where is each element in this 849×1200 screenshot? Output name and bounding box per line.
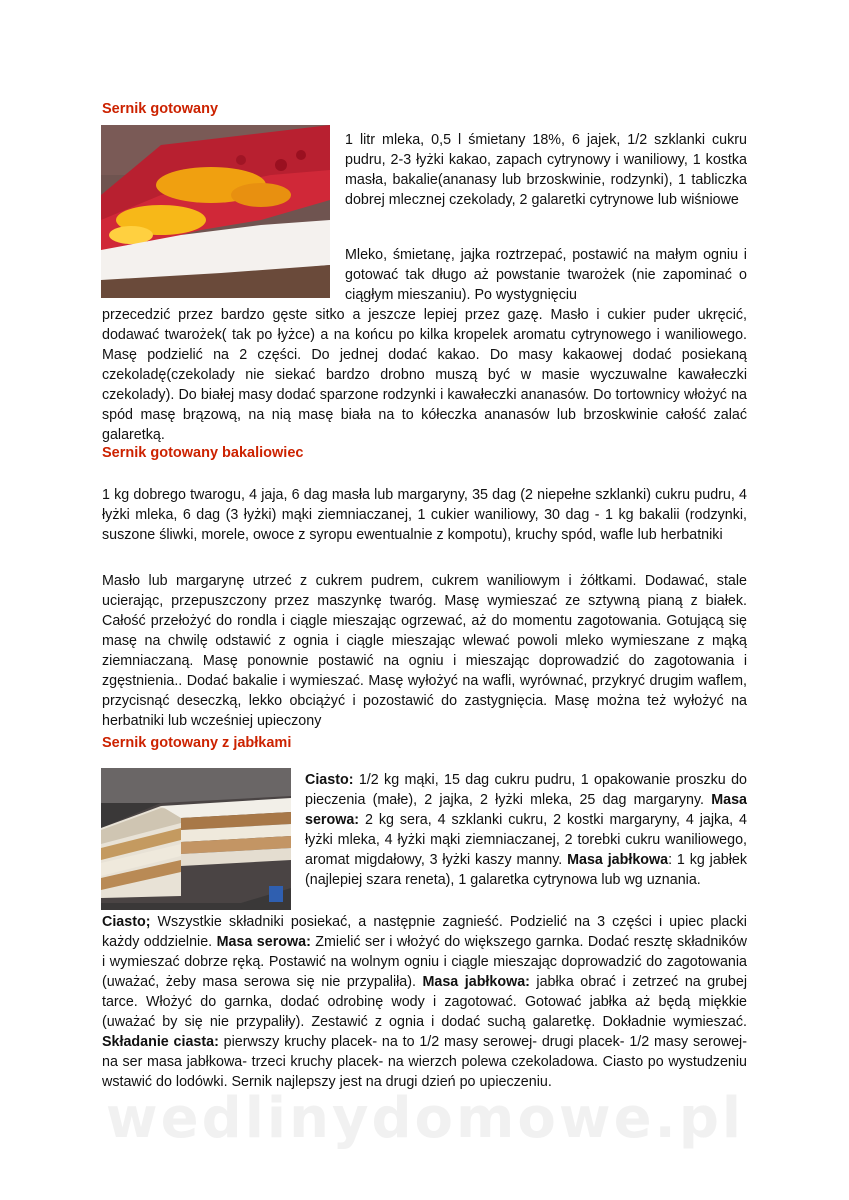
watermark: wedlinydomowe.pl: [105, 1086, 745, 1151]
masa-jablkowa-method: jabłka obrać i zetrzeć na grubej tarce. Włożyć do garnka, dodać odrobinę wody i zagotować. Gotować jabłka aż będą miękkie (uważać by się nie przypaliły). Zestawić z ognia i dodać suchą galaretkę. Dokładnie wymieszać.: [102, 974, 747, 1030]
section3-ingredients: [305, 770, 747, 890]
masa-serowa-method: Zmielić ser i włożyć do większego garnka. Dodać resztę składników i wymieszać dobrze ręką. Postawić na wolnym ogniu i ciągle mieszając doprowadzić do zagotowania (uważać, żeby masa serowa się nie przypaliła).: [102, 934, 747, 990]
cheesecake-apple-photo: [101, 768, 291, 910]
section1-title: Sernik gotowany: [102, 101, 219, 117]
ciasto-method: Wszystkie składniki posiekać, a następnie zagnieść. Podzielić na 3 części i upiec placki każdy oddzielnie.: [102, 914, 747, 950]
section3-method: [102, 912, 747, 1092]
section2-method: Masło lub margarynę utrzeć z cukrem pudrem, cukrem waniliowym i żółtkami. Dodawać, stale ucierając, przepuszczony przez maszynkę twaróg. Masę wymieszać ze sztywną pianą z białek. Całość przełożyć do rondla i ciągle mieszając ogrzewać, aż do momentu zagotowania. Gotującą się masę na chwilę odstawić z ognia i ciągle mieszając wlewać powoli mleko wymieszane z mąką ziemniaczaną. Masę ponownie postawić na ogniu i mieszając doprowadzić do zagotowania i zgęstnienia.. Dodać bakalie i wymieszać. Masę wyłożyć na wafli, wyrównać, przykryć drugim waflem, przycisnąć deseczką, lekko obciążyć i pozostawić do zastygnięcia. Masę można też wyłożyć na herbatniki lub wcześniej upieczony: [102, 573, 747, 729]
cheesecake-apple-image: [101, 768, 291, 910]
masa-jablkowa-ingredients: : 1 kg jabłek (najlepiej szara reneta), 1 galaretka cytrynowa lub wg uznania.: [305, 852, 748, 888]
skladanie-label: Składanie ciasta:: [102, 1034, 219, 1050]
section1-method-side: Mleko, śmietanę, jajka roztrzepać, postawić na małym ogniu i gotować tak długo aż powstanie twarożek (nie zapominać o ciągłym mieszaniu). Po wystygnięciu: [345, 247, 747, 303]
masa-serowa-ingredients: 2 kg sera, 4 szklanki cukru, 2 kostki margaryny, 4 jajka, 4 łyżki mleka, 4 łyżki mąki ziemniaczanej, 2 torebki cukru waniliowego, aromat migdałowy, 3 łyżki kaszy manny.: [305, 812, 747, 868]
cheesecake-fruit-image: [101, 125, 330, 298]
masa-jablkowa-method-label: Masa jabłkowa:: [422, 974, 530, 990]
skladanie-method: pierwszy kruchy placek- na to 1/2 masy serowej- drugi placek- 1/2 masy serowej- na ser masa jabłkowa- trzeci kruchy placek- na wierzch polewa czekoladowa. Ciasto po wystudzeniu wstawić do lodówki. Sernik najlepszy jest na drugi dzień po upieczeniu.: [102, 1034, 747, 1090]
ciasto-method-label: Ciasto;: [102, 914, 151, 930]
section1-ingredients: 1 litr mleka, 0,5 l śmietany 18%, 6 jajek, 1/2 szklanki cukru pudru, 2-3 łyżki kakao, zapach cytrynowy i waniliowy, 1 kostka masła, bakalie(ananasy lub brzoskwinie, rodzynki), 1 tabliczka dobrej mlecznej czekolady, 2 galaretki cytrynowe lub wiśniowe: [345, 132, 747, 208]
section3-title: Sernik gotowany z jabłkami: [102, 735, 292, 751]
masa-jablkowa-label: Masa jabłkowa: [567, 852, 669, 868]
section2-title: Sernik gotowany bakaliowiec: [102, 445, 304, 461]
section2-ingredients: 1 kg dobrego twarogu, 4 jaja, 6 dag masła lub margaryny, 35 dag (2 niepełne szklanki) cukru pudru, 4 łyżki mleka, 6 dag (3 łyżki) mąki ziemniaczanej, 1 cukier waniliowy, 30 dag - 1 kg bakalii (rodzynki, suszone śliwki, morele, owoce z syropu ewentualnie z kompotu), kruchy spód, wafle lub herbatniki: [102, 487, 747, 543]
masa-serowa-method-label: Masa serowa:: [216, 934, 311, 950]
section1-method-full: przecedzić przez bardzo gęste sitko a jeszcze lepiej przez gazę. Masło i cukier puder ukręcić, dodawać twarożek( tak po łyżce) a na końcu po kilka kropelek aromatu cytrynowego i waniliowego. Masę podzielić na 2 części. Do jednej dodać kakao. Do masy kakaowej dodać posiekaną czekoladę(czekolady nie siekać bardzo drobno muszą być w masie wyczuwalne kawałeczki czekolady). Do białej masy dodać sparzone rodzynki i kawałeczki ananasów. Do tortownicy włożyć na spód masę brązową, na nią masę biała na to kółeczka ananasów lub brzoskwinie całość zalać galaretką.: [102, 307, 747, 443]
ciasto-label: Ciasto:: [305, 772, 354, 788]
masa-serowa-label: Masa serowa:: [305, 792, 747, 828]
ciasto-ingredients: 1/2 kg mąki, 15 dag cukru pudru, 1 opakowanie proszku do pieczenia (małe), 2 jajka, 2 łyżki mleka, 25 dag margaryny.: [305, 772, 747, 808]
cheesecake-fruit-photo: [101, 125, 330, 298]
